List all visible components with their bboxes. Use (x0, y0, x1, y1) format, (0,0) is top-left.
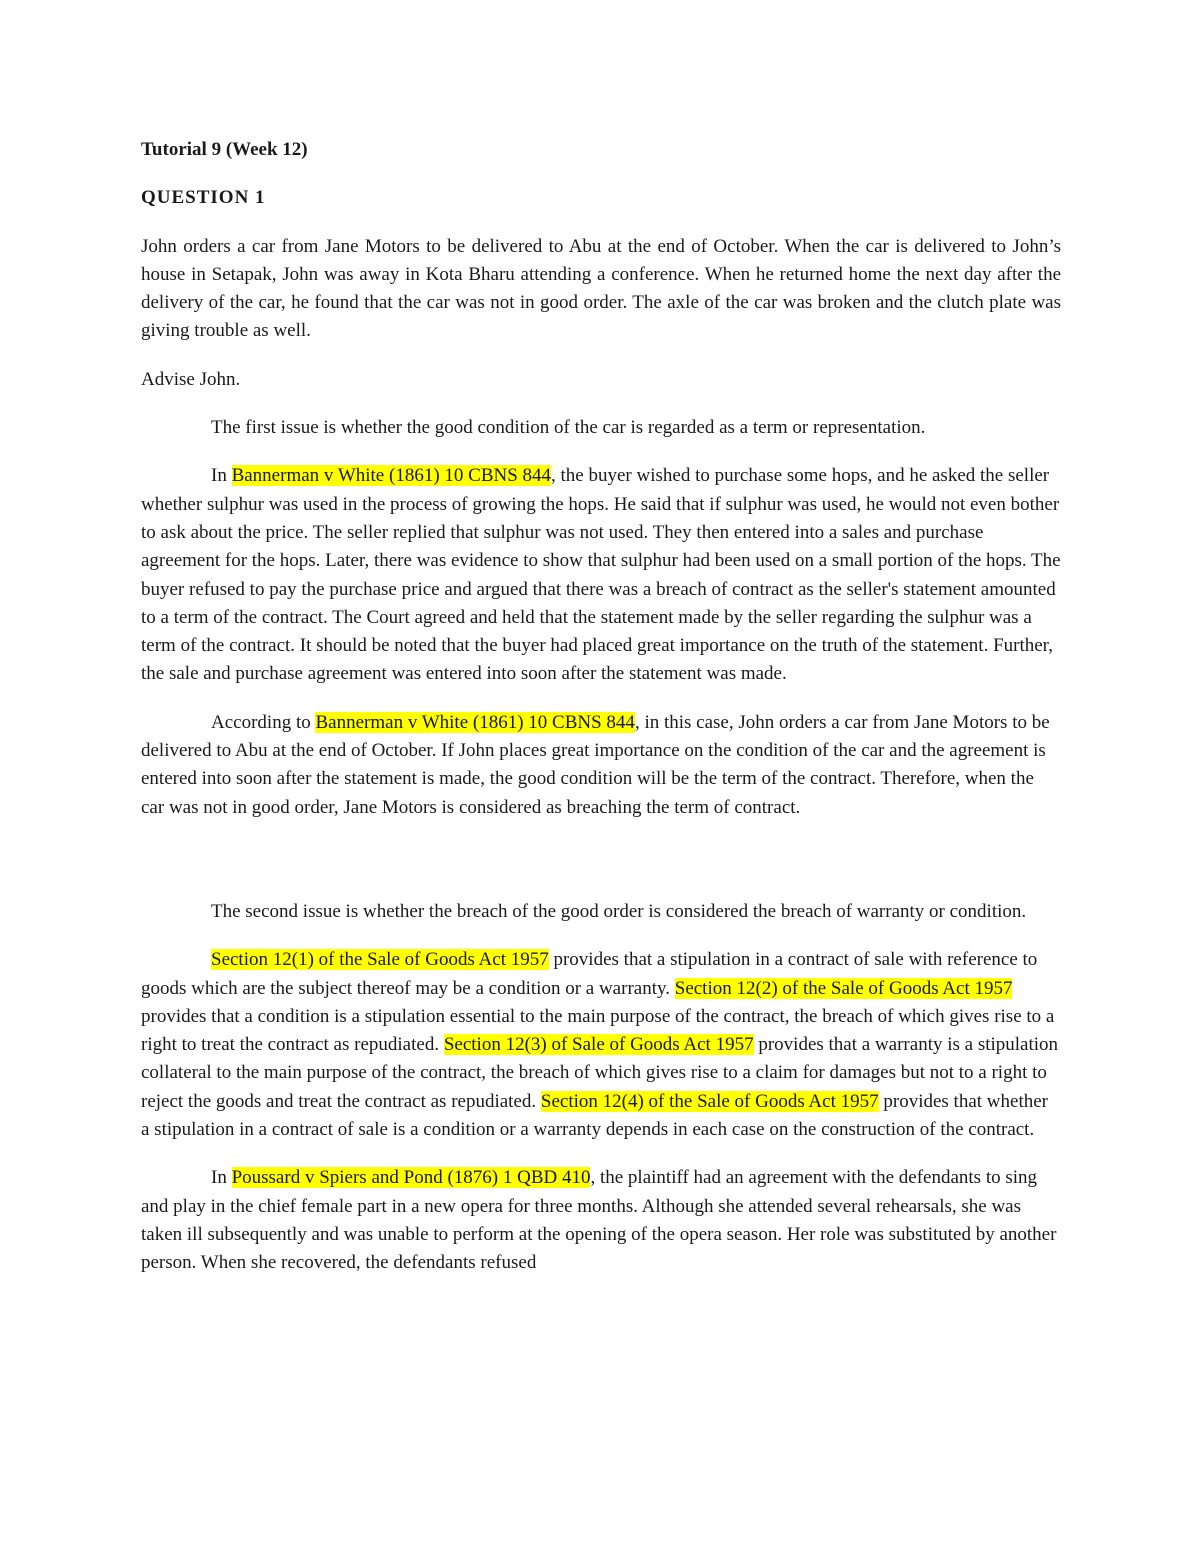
poussard-paragraph (141, 1164, 1061, 1277)
case-citation-highlight: Bannerman v White (1861) 10 CBNS 844 (231, 465, 552, 487)
paragraph-body: , in this case, John orders a car from Jane Motors to be delivered to Abu at the end of October. If John places great importance on the condition of the car and the agreement is entered into soon after the statement is made, the good condition will be the term of the contract. Therefore, when the car was not in good order, Jane Motors is considered as breaching the term of contract. (141, 711, 1050, 818)
statute-citation-highlight: Section 12(3) of Sale of Goods Act 1957 (443, 1034, 754, 1056)
statute-citation-highlight: Section 12(1) of the Sale of Goods Act 1957 (211, 949, 549, 971)
question-heading: QUESTION 1 (141, 187, 266, 209)
paragraph-body: , the plaintiff had an agreement with the defendants to sing and play in the chief female part in a new opera for three months. Although she attended several rehearsals, she was taken ill subsequently and was unable to perform at the opening of the opera season. Her role was substituted by another person. When she recovered, the defendants refused (141, 1167, 1057, 1274)
paragraph-body: provides that a condition is a stipulation essential to the main purpose of the contract, the breach of which gives rise to a right to treat the contract as repudiated. (141, 1005, 1055, 1056)
question-text: John orders a car from Jane Motors to be delivered to Abu at the end of October. When the car is delivered to John’s house in Setapak, John was away in Kota Bharu attending a conference. When he returned home the next day after the delivery of the car, he found that the car was not in good order. The axle of the car was broken and the clutch plate was giving trouble as well. (141, 235, 1061, 342)
sections-paragraph (141, 946, 1061, 1144)
paragraph-body: provides that a stipulation in a contract of sale with reference to goods which are the subject thereof may be a condition or a warranty. (141, 949, 1038, 999)
issue-two-text: The second issue is whether the breach of the good order is considered the breach of warranty or condition. (211, 900, 1027, 922)
issue-one-text: The first issue is whether the good condition of the car is regarded as a term or representation. (211, 417, 926, 439)
paragraph-body: provides that whether a stipulation in a contract of sale is a condition or a warranty depends in each case on the construction of the contract. (141, 1090, 1048, 1141)
paragraph-body: provides that a warranty is a stipulation collateral to the main purpose of the contract, the breach of which gives rise to a claim for damages but not to a right to reject the goods and treat the contract as repudiated. (141, 1034, 1059, 1112)
paragraph-lead: According to (211, 711, 316, 733)
case-citation-highlight: Poussard v Spiers and Pond (1876) 1 QBD 410 (231, 1167, 591, 1189)
blank-spacer (141, 822, 1061, 878)
application-paragraph (141, 709, 1061, 822)
paragraph-body: , the buyer wished to purchase some hops, and he asked the seller whether sulphur was used in the process of growing the hops. He said that if sulphur was used, he would not even bother to ask about the price. The seller replied that sulphur was not used. They then entered into a sales and purchase agreement for the hops. Later, there was evidence to show that sulphur had been used on a small portion of the hops. The buyer refused to pay the purchase price and argued that there was a breach of contract as the seller's statement amounted to a term of the contract. The Court agreed and held that the statement made by the seller regarding the sulphur was a term of the contract. It should be noted that the buyer had placed great importance on the truth of the statement. Further, the sale and purchase agreement was entered into soon after the statement was made. (141, 465, 1061, 685)
document-page (141, 136, 1061, 1278)
statute-citation-highlight: Section 12(4) of the Sale of Goods Act 1957 (540, 1090, 879, 1112)
paragraph-lead: In (211, 1167, 232, 1189)
case-citation-highlight: Bannerman v White (1861) 10 CBNS 844 (315, 711, 635, 733)
tutorial-title: Tutorial 9 (Week 12) (141, 139, 308, 160)
instruction-text: Advise John. (141, 368, 241, 390)
statute-citation-highlight: Section 12(2) of the Sale of Goods Act 1957 (674, 977, 1013, 999)
paragraph-lead: In (211, 465, 232, 487)
bannerman-paragraph (141, 462, 1061, 688)
